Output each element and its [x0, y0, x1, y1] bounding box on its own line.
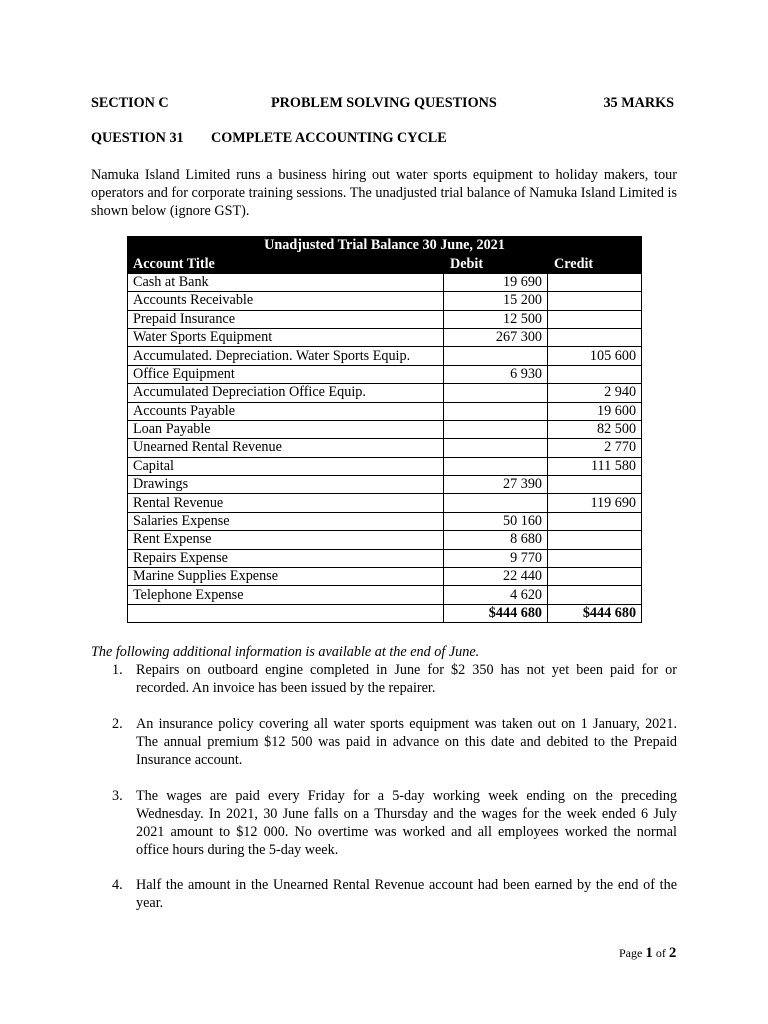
footer-of-word: of	[655, 946, 666, 960]
cell-account: Rental Revenue	[128, 494, 444, 512]
cell-credit: 82 500	[548, 420, 642, 438]
cell-debit: 4 620	[444, 586, 548, 604]
cell-credit	[548, 549, 642, 567]
table-row	[128, 365, 642, 383]
section-label: SECTION C	[91, 95, 169, 111]
table-row	[128, 494, 642, 512]
list-item-number: 3.	[112, 788, 123, 804]
cell-account: Unearned Rental Revenue	[128, 439, 444, 457]
header-credit: Credit	[548, 255, 642, 273]
table-row	[128, 512, 642, 530]
cell-credit	[548, 365, 642, 383]
list-item	[91, 876, 677, 912]
cell-credit	[548, 328, 642, 346]
header-account-title: Account Title	[128, 255, 444, 273]
list-item-number: 4.	[112, 877, 123, 893]
cell-account: Office Equipment	[128, 365, 444, 383]
cell-account: Accumulated. Depreciation. Water Sports Equip.	[128, 347, 444, 365]
total-credit: $444 680	[548, 604, 642, 622]
table-row	[128, 310, 642, 328]
table-row	[128, 531, 642, 549]
table-row	[128, 273, 642, 291]
cell-account: Capital	[128, 457, 444, 475]
table-row	[128, 420, 642, 438]
cell-account: Accumulated Depreciation Office Equip.	[128, 384, 444, 402]
cell-account: Loan Payable	[128, 420, 444, 438]
footer-page-total: 2	[668, 945, 677, 961]
list-item-text: An insurance policy covering all water sports equipment was taken out on 1 January, 2021. The annual premium $12 500 was paid in advance on this date and debited to the Prepaid Insurance account.	[136, 716, 677, 768]
list-item-text: Half the amount in the Unearned Rental Revenue account had been earned by the end of the year.	[136, 877, 677, 911]
cell-account: Accounts Receivable	[128, 292, 444, 310]
cell-credit	[548, 531, 642, 549]
intro-paragraph: Namuka Island Limited runs a business hiring out water sports equipment to holiday makers, tour operators and for corporate training sessions. The unadjusted trial balance of Namuka Island Limited is shown below (ignore GST).	[91, 167, 677, 219]
header-debit: Debit	[444, 255, 548, 273]
table-row	[128, 457, 642, 475]
cell-debit	[444, 347, 548, 365]
table-row	[128, 568, 642, 586]
total-debit: $444 680	[444, 604, 548, 622]
cell-credit	[548, 586, 642, 604]
cell-debit: 8 680	[444, 531, 548, 549]
additional-info-heading: The following additional information is available at the end of June.	[91, 644, 480, 660]
list-item	[91, 661, 677, 697]
cell-debit	[444, 494, 548, 512]
cell-debit	[444, 439, 548, 457]
cell-account: Salaries Expense	[128, 512, 444, 530]
cell-credit: 105 600	[548, 347, 642, 365]
cell-account: Water Sports Equipment	[128, 328, 444, 346]
cell-credit	[548, 512, 642, 530]
table-row	[128, 292, 642, 310]
cell-debit	[444, 402, 548, 420]
cell-credit: 19 600	[548, 402, 642, 420]
cell-debit	[444, 420, 548, 438]
cell-account: Marine Supplies Expense	[128, 568, 444, 586]
cell-debit: 22 440	[444, 568, 548, 586]
cell-credit: 119 690	[548, 494, 642, 512]
list-item	[91, 715, 677, 769]
cell-credit	[548, 273, 642, 291]
cell-credit	[548, 292, 642, 310]
footer-page-number: 1	[645, 945, 653, 961]
cell-account: Cash at Bank	[128, 273, 444, 291]
cell-debit: 6 930	[444, 365, 548, 383]
table-row	[128, 439, 642, 457]
question-header	[91, 129, 447, 147]
list-item-text: The wages are paid every Friday for a 5-day working week ending on the preceding Wednesday. In 2021, 30 June falls on a Thursday and the wages for the week ended 6 July 2021 amount to $12 000. No overtime was worked and all employees worked the normal office hours during the 5-day week.	[136, 788, 677, 858]
cell-account: Repairs Expense	[128, 549, 444, 567]
cell-debit: 19 690	[444, 273, 548, 291]
total-label	[128, 604, 444, 622]
cell-account: Accounts Payable	[128, 402, 444, 420]
page-footer	[619, 944, 676, 962]
cell-debit: 27 390	[444, 476, 548, 494]
trial-balance-table	[127, 236, 642, 623]
list-item-text: Repairs on outboard engine completed in June for $2 350 has not yet been paid for or recorded. An invoice has been issued by the repairer.	[136, 662, 677, 696]
cell-credit: 2 940	[548, 384, 642, 402]
cell-credit	[548, 568, 642, 586]
cell-credit: 2 770	[548, 439, 642, 457]
list-item-number: 1.	[112, 662, 123, 678]
table-row	[128, 586, 642, 604]
section-title: PROBLEM SOLVING QUESTIONS	[271, 95, 497, 111]
cell-debit	[444, 457, 548, 475]
cell-account: Drawings	[128, 476, 444, 494]
cell-credit	[548, 310, 642, 328]
footer-page-word: Page	[619, 946, 643, 960]
table-total-row	[128, 604, 642, 622]
table-row	[128, 402, 642, 420]
cell-account: Telephone Expense	[128, 586, 444, 604]
question-number: QUESTION 31	[91, 130, 184, 146]
cell-account: Rent Expense	[128, 531, 444, 549]
cell-account: Prepaid Insurance	[128, 310, 444, 328]
cell-debit: 12 500	[444, 310, 548, 328]
table-row	[128, 384, 642, 402]
cell-debit	[444, 384, 548, 402]
cell-debit: 9 770	[444, 549, 548, 567]
list-item-number: 2.	[112, 716, 123, 732]
cell-debit: 50 160	[444, 512, 548, 530]
list-item	[91, 787, 677, 859]
table-row	[128, 549, 642, 567]
table-row	[128, 476, 642, 494]
cell-credit: 111 580	[548, 457, 642, 475]
section-marks: 35 MARKS	[603, 95, 674, 111]
cell-credit	[548, 476, 642, 494]
table-row	[128, 347, 642, 365]
table-row	[128, 328, 642, 346]
cell-debit: 267 300	[444, 328, 548, 346]
cell-debit: 15 200	[444, 292, 548, 310]
question-title: COMPLETE ACCOUNTING CYCLE	[211, 130, 447, 146]
table-title: Unadjusted Trial Balance 30 June, 2021	[128, 237, 642, 255]
